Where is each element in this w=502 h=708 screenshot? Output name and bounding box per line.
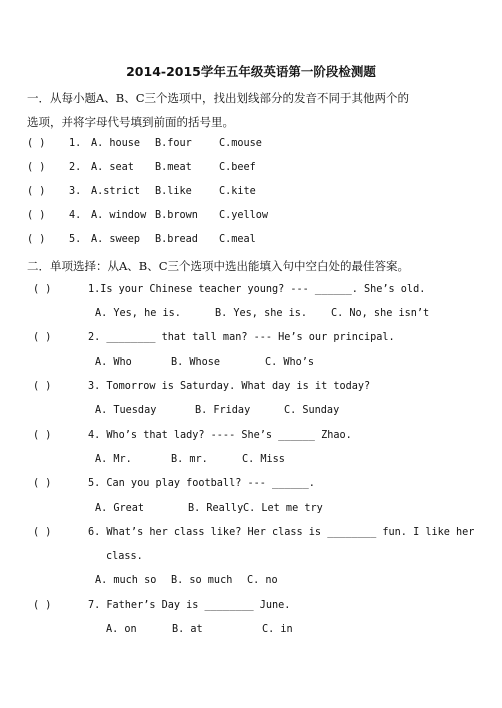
phonics-item-1 <box>27 138 262 149</box>
option-a: A. Great <box>95 503 145 514</box>
phonics-item-4 <box>27 210 268 221</box>
option-b: B. Whose <box>171 357 221 368</box>
option-c: C.beef <box>219 162 256 173</box>
option-c: C. no <box>247 575 278 586</box>
question-1 <box>33 284 425 295</box>
option-c: C. Who’s <box>265 357 315 368</box>
option-b: B. Friday <box>195 405 251 416</box>
answer-blank[interactable]: ( ) <box>33 600 52 611</box>
option-c: C. No, she isn’t <box>331 308 430 319</box>
question-text: 5. Can you play football? --- ______. <box>88 478 315 489</box>
option-c: C. in <box>262 624 293 635</box>
answer-blank[interactable]: ( ) <box>33 430 52 441</box>
phonics-item-3 <box>27 186 256 197</box>
phonics-item-5 <box>27 234 256 245</box>
answer-blank[interactable]: ( ) <box>27 210 46 221</box>
question-7-options <box>106 624 293 635</box>
question-text: 3. Tomorrow is Saturday. What day is it today? <box>88 381 371 392</box>
answer-blank[interactable]: ( ) <box>33 527 52 538</box>
option-a: A.strict <box>91 186 141 197</box>
option-b: B. Really <box>188 503 244 514</box>
answer-blank[interactable]: ( ) <box>27 138 46 149</box>
question-2 <box>33 332 395 343</box>
option-a: A. seat <box>91 162 134 173</box>
option-c: C.yellow <box>219 210 269 221</box>
section1-heading-line1: 一．从每小题A、B、C三个选项中，找出划线部分的发音不同于其他两个的 <box>27 91 410 105</box>
option-b: B.four <box>155 138 192 149</box>
option-b: B.bread <box>155 234 198 245</box>
option-b: B.like <box>155 186 192 197</box>
question-5-options <box>95 503 323 514</box>
question-text: 4. Who’s that lady? ---- She’s ______ Zhao. <box>88 430 352 441</box>
option-a: A. much so <box>95 575 157 586</box>
section2-heading: 二．单项选择：从A、B、C三个选项中选出能填入句中空白处的最佳答案。 <box>27 259 410 273</box>
question-6 <box>33 527 474 538</box>
question-text: 2. ________ that tall man? --- He’s our principal. <box>88 332 395 343</box>
option-a: A. window <box>91 210 147 221</box>
option-c: C. Let me try <box>243 503 323 514</box>
question-text: 1.Is your Chinese teacher young? --- ______. She’s old. <box>88 284 426 295</box>
answer-blank[interactable]: ( ) <box>33 284 52 295</box>
question-6-continuation: class. <box>106 551 143 562</box>
item-number: 4. <box>69 210 82 221</box>
answer-blank[interactable]: ( ) <box>27 186 46 197</box>
question-3-options <box>95 405 339 416</box>
question-4 <box>33 430 352 441</box>
option-b: B. Yes, she is. <box>215 308 308 319</box>
question-5 <box>33 478 315 489</box>
option-b: B. mr. <box>171 454 208 465</box>
option-a: A. Yes, he is. <box>95 308 181 319</box>
section1-heading-line2: 选项，并将字母代号填到前面的括号里。 <box>27 115 234 129</box>
option-c: C.kite <box>219 186 256 197</box>
question-3 <box>33 381 370 392</box>
option-c: C. Sunday <box>284 405 340 416</box>
option-a: A. Tuesday <box>95 405 157 416</box>
item-number: 1. <box>69 138 82 149</box>
question-7 <box>33 600 290 611</box>
option-a: A. Who <box>95 357 132 368</box>
answer-blank[interactable]: ( ) <box>27 234 46 245</box>
question-4-options <box>95 454 285 465</box>
question-6-options <box>95 575 278 586</box>
question-text: 6. What’s her class like? Her class is ________ fun. I like her <box>88 527 475 538</box>
section1-heading <box>27 86 472 134</box>
option-c: C.mouse <box>219 138 262 149</box>
option-b: B. so much <box>171 575 233 586</box>
option-b: B. at <box>172 624 203 635</box>
answer-blank[interactable]: ( ) <box>33 332 52 343</box>
item-number: 2. <box>69 162 82 173</box>
answer-blank[interactable]: ( ) <box>27 162 46 173</box>
question-2-options <box>95 357 314 368</box>
page-title: 2014-2015学年五年级英语第一阶段检测题 <box>126 64 376 79</box>
option-a: A. sweep <box>91 234 141 245</box>
item-number: 5. <box>69 234 82 245</box>
option-c: C.meal <box>219 234 256 245</box>
answer-blank[interactable]: ( ) <box>33 478 52 489</box>
option-b: B.meat <box>155 162 192 173</box>
question-text: 7. Father’s Day is ________ June. <box>88 600 291 611</box>
answer-blank[interactable]: ( ) <box>33 381 52 392</box>
option-a: A. on <box>106 624 137 635</box>
option-c: C. Miss <box>242 454 285 465</box>
option-a: A. Mr. <box>95 454 132 465</box>
phonics-item-2 <box>27 162 256 173</box>
item-number: 3. <box>69 186 82 197</box>
option-a: A. house <box>91 138 141 149</box>
question-1-options <box>95 308 429 319</box>
option-b: B.brown <box>155 210 198 221</box>
